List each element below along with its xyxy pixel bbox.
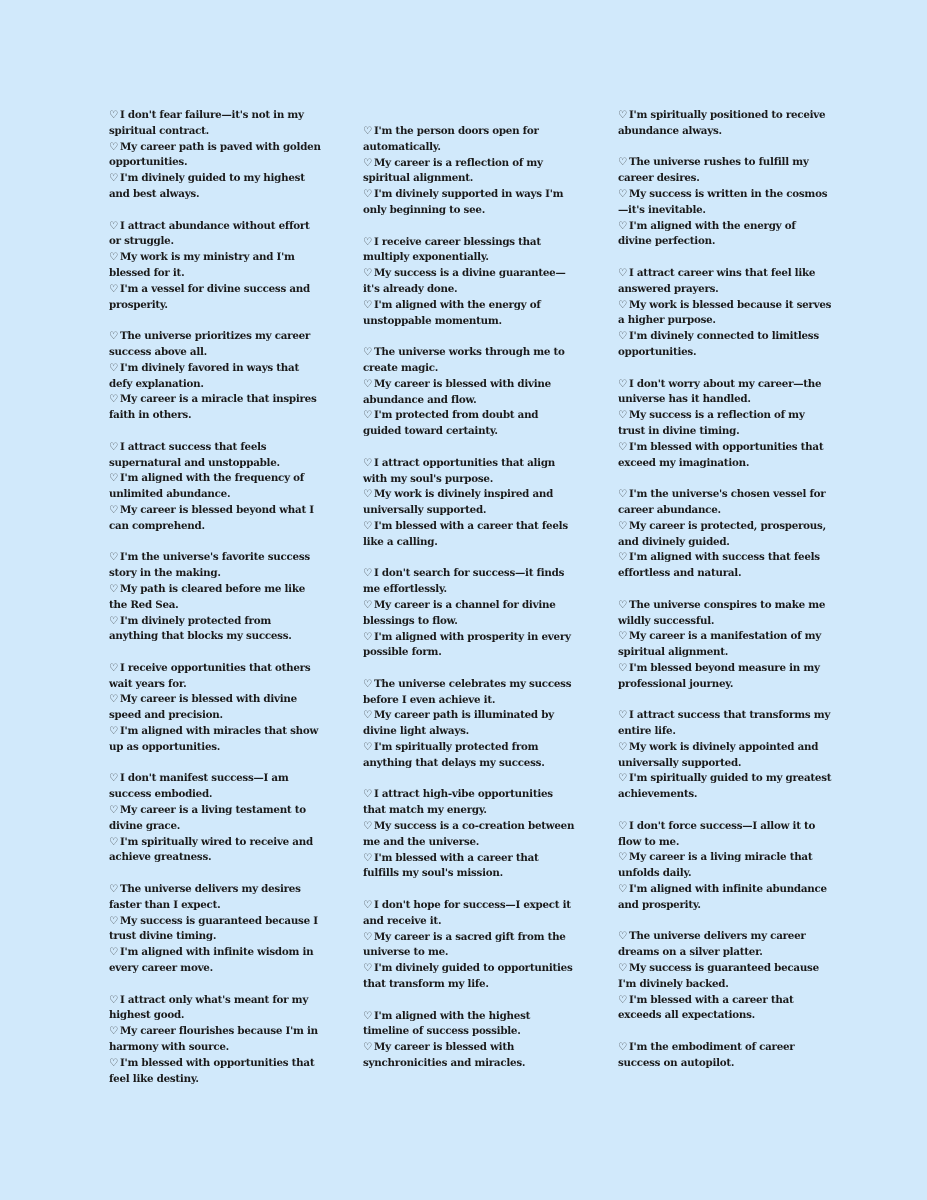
affirmation-line (618, 329, 832, 361)
affirmation-text: I don't force success—I allow it to flow to me. (618, 819, 816, 848)
heart-icon: ♡ (363, 456, 372, 469)
affirmation-text: The universe delivers my career dreams on a silver platter. (618, 930, 806, 959)
affirmation-line (109, 914, 323, 946)
affirmation-text: My career path is illuminated by divine light always. (363, 709, 554, 738)
affirmation-group (109, 882, 323, 977)
heart-icon: ♡ (618, 993, 627, 1006)
heart-icon: ♡ (618, 661, 627, 674)
affirmation-line (363, 630, 577, 662)
affirmation-line (363, 408, 577, 440)
affirmation-text: My career is blessed with synchronicities and miracles. (363, 1041, 526, 1070)
heart-icon: ♡ (618, 266, 627, 279)
affirmation-text: I don't hope for success—I expect it and receive it. (363, 899, 571, 927)
affirmation-line (363, 519, 577, 551)
affirmation-line (618, 629, 832, 661)
affirmation-text: I attract abundance without effort or struggle. (109, 219, 310, 248)
heart-icon: ♡ (363, 346, 372, 359)
heart-icon: ♡ (618, 377, 627, 390)
affirmation-line (109, 945, 323, 977)
heart-icon: ♡ (618, 156, 627, 169)
affirmation-group (109, 440, 323, 535)
heart-icon: ♡ (363, 298, 372, 311)
affirmation-line (109, 282, 323, 314)
heart-icon: ♡ (618, 819, 627, 832)
heart-icon: ♡ (618, 488, 627, 501)
affirmation-line (363, 851, 577, 883)
affirmation-line (109, 614, 323, 646)
affirmation-text: I'm divinely protected from anything that blocks my success. (109, 614, 292, 643)
affirmation-line (109, 329, 323, 361)
heart-icon: ♡ (618, 709, 627, 722)
affirmation-line (363, 487, 577, 519)
affirmation-line (363, 298, 577, 330)
affirmation-text: I'm the universe's favorite success story in the making. (109, 551, 310, 580)
affirmation-line (363, 235, 577, 267)
affirmation-group (618, 929, 832, 1024)
affirmation-text: My success is guaranteed because I trust divine timing. (109, 914, 318, 943)
heart-icon: ♡ (363, 567, 372, 580)
heart-icon: ♡ (618, 883, 627, 896)
heart-icon: ♡ (109, 109, 118, 121)
affirmation-text: I'm aligned with the frequency of unlimited abundance. (109, 472, 304, 501)
affirmation-text: I'm aligned with prosperity in every possible form. (363, 630, 571, 659)
affirmation-text: I'm blessed with opportunities that feel like destiny. (109, 1056, 315, 1085)
affirmation-line (109, 550, 323, 582)
affirmation-line (363, 598, 577, 630)
affirmation-text: I'm spiritually protected from anything that delays my success. (363, 741, 545, 769)
affirmation-group (109, 219, 323, 314)
affirmation-column-1 (109, 108, 323, 1103)
affirmation-group (109, 329, 323, 424)
affirmation-text: I don't fear failure—it's not in my spiritual contract. (109, 109, 304, 137)
heart-icon: ♡ (363, 630, 372, 643)
affirmation-line (618, 550, 832, 582)
heart-icon: ♡ (618, 630, 627, 643)
affirmation-text: My success is a divine guarantee—it's already done. (363, 267, 566, 295)
affirmation-line (618, 519, 832, 551)
affirmation-line (363, 377, 577, 409)
heart-icon: ♡ (363, 741, 372, 754)
affirmation-line (109, 692, 323, 724)
affirmation-text: The universe celebrates my success before I even achieve it. (363, 677, 572, 706)
heart-icon: ♡ (109, 172, 118, 185)
affirmation-line (109, 250, 323, 282)
heart-icon: ♡ (109, 993, 118, 1006)
affirmation-line (109, 471, 323, 503)
affirmation-text: I'm protected from doubt and guided toward certainty. (363, 409, 539, 438)
heart-icon: ♡ (109, 883, 118, 896)
affirmation-group (618, 266, 832, 361)
heart-icon: ♡ (109, 219, 118, 232)
heart-icon: ♡ (618, 219, 627, 232)
affirmation-text: My career is a living testament to divine grace. (109, 804, 306, 832)
affirmation-text: I'm divinely favored in ways that defy explanation. (109, 361, 299, 390)
heart-icon: ♡ (109, 582, 118, 595)
affirmation-line (109, 1024, 323, 1056)
heart-icon: ♡ (363, 709, 372, 722)
affirmation-line (363, 787, 577, 819)
affirmation-text: I'm the embodiment of career success on autopilot. (618, 1041, 795, 1069)
affirmation-text: My path is cleared before me like the Red Sea. (109, 582, 306, 611)
affirmation-line (109, 171, 323, 203)
affirmation-group (109, 771, 323, 866)
heart-icon: ♡ (363, 235, 372, 248)
affirmation-text: My career is a manifestation of my spiritual alignment. (618, 630, 822, 659)
affirmation-line (618, 882, 832, 914)
heart-icon: ♡ (109, 472, 118, 485)
heart-icon: ♡ (363, 409, 372, 422)
heart-icon: ♡ (363, 188, 372, 201)
affirmation-group (618, 108, 832, 140)
affirmation-line (363, 708, 577, 740)
heart-icon: ♡ (363, 1041, 372, 1054)
affirmation-text: I'm aligned with success that feels effortless and natural. (618, 551, 820, 580)
heart-icon: ♡ (363, 377, 372, 390)
heart-icon: ♡ (618, 330, 627, 343)
affirmation-text: I don't worry about my career—the universe has it handled. (618, 377, 822, 406)
affirmation-line (109, 882, 323, 914)
affirmation-line (363, 187, 577, 219)
heart-icon: ♡ (109, 946, 118, 959)
affirmation-text: My success is written in the cosmos—it's inevitable. (618, 187, 828, 216)
heart-icon: ♡ (363, 788, 372, 801)
affirmation-group (363, 1009, 577, 1072)
affirmation-text: The universe prioritizes my career success above all. (109, 330, 311, 358)
affirmation-text: I receive opportunities that others wait years for. (109, 661, 311, 690)
affirmation-group (363, 345, 577, 440)
affirmation-group (618, 487, 832, 582)
affirmation-group (363, 566, 577, 661)
affirmation-group (618, 819, 832, 914)
affirmation-text: I'm divinely guided to my highest and best always. (109, 172, 305, 200)
heart-icon: ♡ (109, 282, 118, 295)
affirmation-line (109, 993, 323, 1025)
affirmation-group (363, 787, 577, 882)
affirmation-line (109, 361, 323, 393)
heart-icon: ♡ (618, 1041, 627, 1054)
affirmation-text: I'm divinely guided to opportunities that transform my life. (363, 962, 573, 991)
affirmation-text: The universe conspires to make me wildly successful. (618, 598, 826, 627)
affirmation-line (618, 187, 832, 219)
affirmation-line (109, 392, 323, 424)
affirmation-text: I don't manifest success—I am success embodied. (109, 772, 289, 801)
heart-icon: ♡ (618, 187, 627, 200)
affirmation-line (363, 819, 577, 851)
affirmation-line (618, 408, 832, 440)
affirmation-text: I'm aligned with the highest timeline of success possible. (363, 1009, 531, 1038)
heart-icon: ♡ (618, 109, 627, 121)
affirmation-line (363, 124, 577, 156)
affirmation-line (618, 440, 832, 472)
affirmation-line (618, 929, 832, 961)
affirmation-line (618, 298, 832, 330)
affirmation-text: I receive career blessings that multiply exponentially. (363, 235, 541, 264)
heart-icon: ♡ (109, 330, 118, 343)
affirmation-line (618, 993, 832, 1025)
affirmation-line (363, 740, 577, 772)
affirmation-text: My career is a reflection of my spiritual alignment. (363, 156, 543, 185)
affirmation-line (618, 771, 832, 803)
affirmation-text: I attract opportunities that align with my soul's purpose. (363, 456, 556, 485)
affirmation-line (618, 819, 832, 851)
heart-icon: ♡ (363, 930, 372, 943)
affirmation-line (618, 961, 832, 993)
heart-icon: ♡ (109, 140, 118, 153)
affirmation-line (618, 377, 832, 409)
affirmation-line (363, 1040, 577, 1072)
affirmation-line (109, 219, 323, 251)
affirmation-text: I attract only what's meant for my highest good. (109, 993, 309, 1022)
affirmation-text: I'm spiritually wired to receive and achieve greatness. (109, 835, 313, 864)
affirmation-group (363, 898, 577, 993)
affirmation-text: My career flourishes because I'm in harmony with source. (109, 1025, 318, 1054)
heart-icon: ♡ (618, 962, 627, 975)
affirmation-text: I'm the universe's chosen vessel for career abundance. (618, 488, 826, 516)
affirmation-line (363, 1009, 577, 1041)
affirmation-text: My work is my ministry and I'm blessed for it. (109, 251, 295, 279)
heart-icon: ♡ (109, 551, 118, 564)
affirmation-line (109, 108, 323, 140)
heart-icon: ♡ (109, 614, 118, 627)
affirmation-text: I'm blessed with opportunities that exceed my imagination. (618, 440, 824, 469)
heart-icon: ♡ (363, 851, 372, 864)
affirmation-line (363, 930, 577, 962)
affirmation-column-2 (363, 124, 577, 1088)
heart-icon: ♡ (109, 835, 118, 848)
affirmation-line (109, 1056, 323, 1088)
affirmation-text: I'm aligned with the energy of divine perfection. (618, 219, 796, 248)
affirmation-line (363, 266, 577, 298)
heart-icon: ♡ (363, 267, 372, 280)
affirmation-group (618, 1040, 832, 1072)
heart-icon: ♡ (618, 598, 627, 611)
heart-icon: ♡ (618, 930, 627, 943)
affirmation-group (363, 235, 577, 330)
affirmation-group (618, 377, 832, 472)
affirmation-line (618, 598, 832, 630)
heart-icon: ♡ (618, 772, 627, 785)
affirmation-text: My career path is paved with golden opportunities. (109, 140, 321, 169)
affirmation-line (109, 803, 323, 835)
heart-icon: ♡ (109, 503, 118, 516)
affirmation-text: I'm aligned with infinite wisdom in every career move. (109, 946, 314, 975)
affirmation-group (109, 108, 323, 203)
affirmation-text: I'm spiritually positioned to receive abundance always. (618, 109, 826, 137)
heart-icon: ♡ (618, 551, 627, 564)
heart-icon: ♡ (109, 661, 118, 674)
heart-icon: ♡ (109, 772, 118, 785)
affirmation-text: My career is blessed with divine abundance and flow. (363, 377, 551, 406)
affirmation-line (363, 566, 577, 598)
affirmation-text: I attract high-vibe opportunities that match my energy. (363, 788, 553, 817)
affirmation-text: The universe delivers my desires faster than I expect. (109, 883, 301, 911)
heart-icon: ♡ (109, 361, 118, 374)
affirmation-line (618, 108, 832, 140)
heart-icon: ♡ (618, 740, 627, 753)
affirmation-text: I'm a vessel for divine success and prosperity. (109, 282, 310, 311)
heart-icon: ♡ (618, 440, 627, 453)
affirmation-group (618, 598, 832, 693)
affirmation-line (363, 677, 577, 709)
heart-icon: ♡ (363, 598, 372, 611)
affirmation-line (618, 708, 832, 740)
affirmation-text: My success is a co-creation between me and the universe. (363, 820, 575, 848)
affirmation-text: I'm the person doors open for automatically. (363, 125, 539, 153)
affirmation-text: I'm divinely connected to limitless opportunities. (618, 330, 819, 358)
heart-icon: ♡ (363, 962, 372, 975)
heart-icon: ♡ (363, 488, 372, 501)
heart-icon: ♡ (618, 851, 627, 864)
affirmation-line (363, 345, 577, 377)
affirmation-text: My career is blessed with divine speed and precision. (109, 693, 297, 722)
affirmation-line (109, 440, 323, 472)
heart-icon: ♡ (109, 1025, 118, 1038)
affirmation-group (618, 155, 832, 250)
affirmation-line (618, 740, 832, 772)
heart-icon: ♡ (109, 804, 118, 817)
affirmation-text: I'm blessed beyond measure in my professional journey. (618, 661, 820, 690)
affirmation-group (363, 124, 577, 219)
affirmation-line (363, 898, 577, 930)
affirmation-text: I'm aligned with infinite abundance and prosperity. (618, 883, 827, 911)
heart-icon: ♡ (109, 914, 118, 927)
affirmation-text: My work is blessed because it serves a higher purpose. (618, 298, 832, 327)
affirmation-line (109, 835, 323, 867)
affirmation-text: My career is a channel for divine blessings to flow. (363, 598, 556, 627)
affirmation-text: I attract success that feels supernatural and unstoppable. (109, 440, 280, 469)
affirmation-text: I'm spiritually guided to my greatest achievements. (618, 772, 832, 801)
heart-icon: ♡ (109, 725, 118, 738)
heart-icon: ♡ (363, 1009, 372, 1022)
affirmation-line (109, 140, 323, 172)
affirmation-text: I attract success that transforms my entire life. (618, 709, 831, 738)
heart-icon: ♡ (109, 251, 118, 264)
affirmation-line (363, 961, 577, 993)
affirmation-text: I don't search for success—it finds me effortlessly. (363, 567, 565, 596)
affirmation-text: I'm aligned with miracles that show up as opportunities. (109, 725, 319, 753)
affirmation-group (363, 456, 577, 551)
affirmation-line (618, 155, 832, 187)
affirmation-text: My career is a living miracle that unfolds daily. (618, 851, 813, 880)
affirmation-group (109, 550, 323, 645)
affirmation-line (618, 266, 832, 298)
heart-icon: ♡ (363, 125, 372, 137)
heart-icon: ♡ (363, 820, 372, 833)
affirmation-text: I'm blessed with a career that feels like a calling. (363, 519, 568, 548)
heart-icon: ♡ (618, 519, 627, 532)
affirmation-text: My career is a sacred gift from the universe to me. (363, 930, 566, 959)
affirmation-line (618, 850, 832, 882)
affirmation-line (109, 582, 323, 614)
heart-icon: ♡ (109, 693, 118, 706)
heart-icon: ♡ (109, 1056, 118, 1069)
heart-icon: ♡ (363, 899, 372, 912)
affirmation-text: My success is guaranteed because I'm divinely backed. (618, 962, 819, 990)
affirmation-line (109, 724, 323, 756)
heart-icon: ♡ (618, 409, 627, 422)
affirmation-text: My work is divinely inspired and universally supported. (363, 488, 554, 517)
affirmation-line (618, 1040, 832, 1072)
affirmation-text: I attract career wins that feel like answered prayers. (618, 266, 816, 295)
affirmation-line (109, 661, 323, 693)
affirmation-text: I'm divinely supported in ways I'm only beginning to see. (363, 188, 564, 216)
affirmation-text: My success is a reflection of my trust in divine timing. (618, 409, 805, 437)
affirmation-line (363, 156, 577, 188)
heart-icon: ♡ (363, 156, 372, 169)
affirmation-line (618, 487, 832, 519)
heart-icon: ♡ (618, 298, 627, 311)
heart-icon: ♡ (109, 440, 118, 453)
affirmation-line (109, 503, 323, 535)
affirmation-text: I'm blessed with a career that fulfills my soul's mission. (363, 851, 539, 880)
affirmation-group (618, 708, 832, 803)
affirmation-line (618, 661, 832, 693)
affirmation-group (363, 677, 577, 772)
affirmation-text: My career is protected, prosperous, and divinely guided. (618, 519, 826, 548)
affirmation-text: The universe works through me to create magic. (363, 346, 565, 374)
affirmation-text: The universe rushes to fulfill my career desires. (618, 156, 809, 185)
affirmation-group (109, 993, 323, 1088)
affirmation-text: My career is blessed beyond what I can comprehend. (109, 503, 314, 532)
heart-icon: ♡ (363, 519, 372, 532)
affirmation-group (109, 661, 323, 756)
affirmation-text: My work is divinely appointed and universally supported. (618, 740, 819, 769)
affirmation-text: I'm aligned with the energy of unstoppable momentum. (363, 298, 541, 327)
affirmation-line (618, 219, 832, 251)
heart-icon: ♡ (109, 393, 118, 406)
affirmation-text: I'm blessed with a career that exceeds all expectations. (618, 993, 794, 1022)
affirmation-line (363, 456, 577, 488)
affirmation-text: My career is a miracle that inspires faith in others. (109, 393, 317, 422)
affirmation-column-3 (618, 108, 832, 1087)
heart-icon: ♡ (363, 677, 372, 690)
affirmation-line (109, 771, 323, 803)
